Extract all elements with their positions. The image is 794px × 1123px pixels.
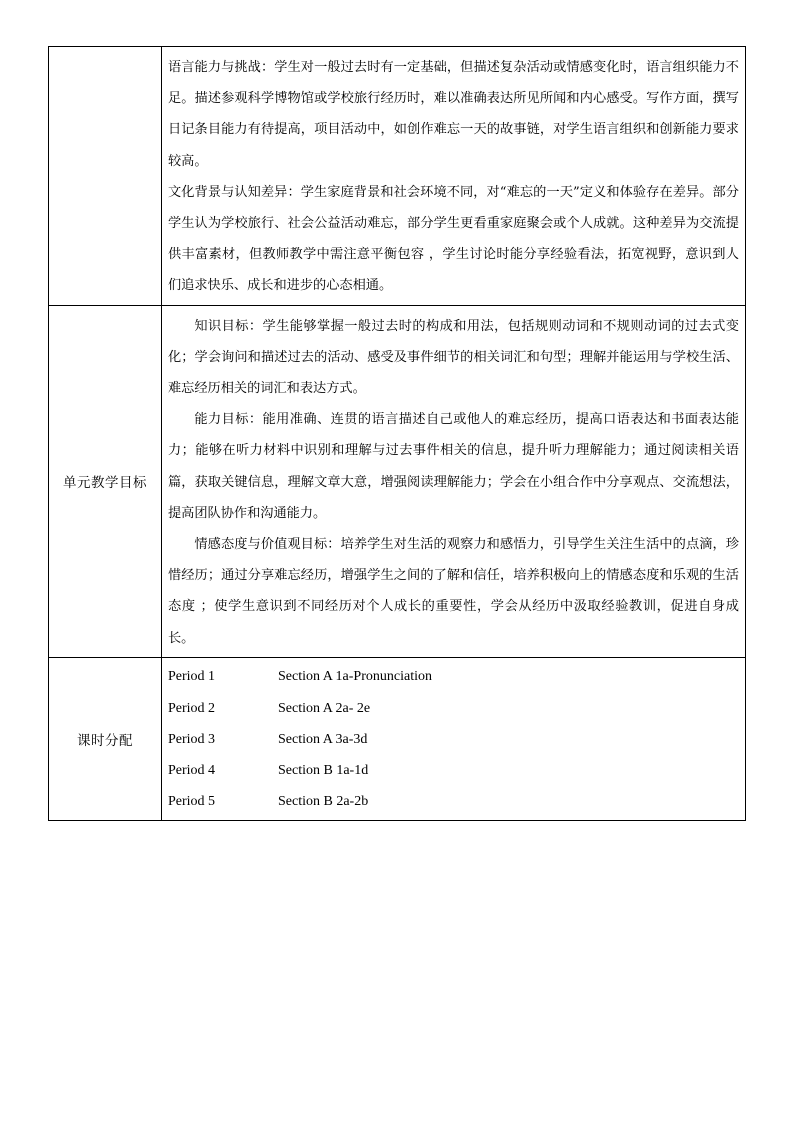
period-row — [168, 693, 739, 724]
language-ability-paragraph: 语言能力与挑战：学生对一般过去时有一定基础，但描述复杂活动或情感变化时，语言组织能力不足。描述参观科学博物馆或学校旅行经历时，难以准确表达所见所闻和内心感受。写作方面，撰写日记条目能力有待提高，项目活动中，如创作难忘一天的故事链，对学生语言组织和创新能力要求较高。 — [168, 60, 739, 169]
period-row — [168, 787, 739, 818]
ability-objective-paragraph: 能力目标：能用准确、连贯的语言描述自己或他人的难忘经历，提高口语表达和书面表达能力；能够在听力材料中识别和理解与过去事件相关的信息，提升听力理解能力；通过阅读相关语篇，获取关键信息，理解文章大意，增强阅读理解能力；学会在小组合作中分享观点、交流想法，提高团队协作和沟通能力。 — [168, 412, 739, 521]
period-name: Period 5 — [168, 794, 216, 810]
period-name: Period 2 — [168, 700, 216, 716]
row-label-analysis — [49, 47, 162, 306]
period-section: Section B 2a-2b — [278, 794, 369, 810]
period-section: Section B 1a-1d — [278, 763, 369, 779]
knowledge-objective-paragraph: 知识目标：学生能够掌握一般过去时的构成和用法，包括规则动词和不规则动词的过去式变化；学会询问和描述过去的活动、感受及事件细节的相关词汇和句型；理解并能运用与学校生活、难忘经历相关的词汇和表达方式。 — [168, 318, 739, 397]
period-section: Section A 1a-Pronunciation — [278, 669, 432, 685]
table-row-analysis — [49, 47, 746, 306]
period-name: Period 1 — [168, 669, 216, 685]
objectives-content — [162, 305, 746, 657]
period-section: Section A 3a-3d — [278, 731, 368, 747]
period-name: Period 3 — [168, 731, 216, 747]
table-row-objectives — [49, 305, 746, 657]
analysis-content — [162, 47, 746, 306]
period-name: Period 4 — [168, 763, 216, 779]
values-objective-paragraph: 情感态度与价值观目标：培养学生对生活的观察力和感悟力，引导学生关注生活中的点滴，珍惜经历；通过分享难忘经历，增强学生之间的了解和信任，培养积极向上的情感态度和乐观的生活态度 ；使学生意识到不同经历对个人成长的重要性，学会从经历中汲取经验教训，促进自身成长。 — [168, 537, 739, 646]
row-label-objectives: 单元教学目标 — [49, 305, 162, 657]
period-section: Section A 2a- 2e — [278, 700, 371, 716]
period-row — [168, 755, 739, 786]
period-row — [168, 724, 739, 755]
schedule-content — [162, 657, 746, 820]
cultural-background-paragraph: 文化背景与认知差异：学生家庭背景和社会环境不同，对“难忘的一天”定义和体验存在差异。部分学生认为学校旅行、社会公益活动难忘，部分学生更看重家庭聚会或个人成就。这种差异为交流提供丰富素材，但教师教学中需注意平衡包容 ，学生讨论时能分享经验看法，拓宽视野，意识到人们追求快乐、成长和进步的心态相通。 — [168, 184, 739, 294]
lesson-plan-table — [48, 46, 746, 821]
row-label-schedule: 课时分配 — [49, 657, 162, 820]
period-row — [168, 662, 739, 693]
table-row-schedule — [49, 657, 746, 820]
